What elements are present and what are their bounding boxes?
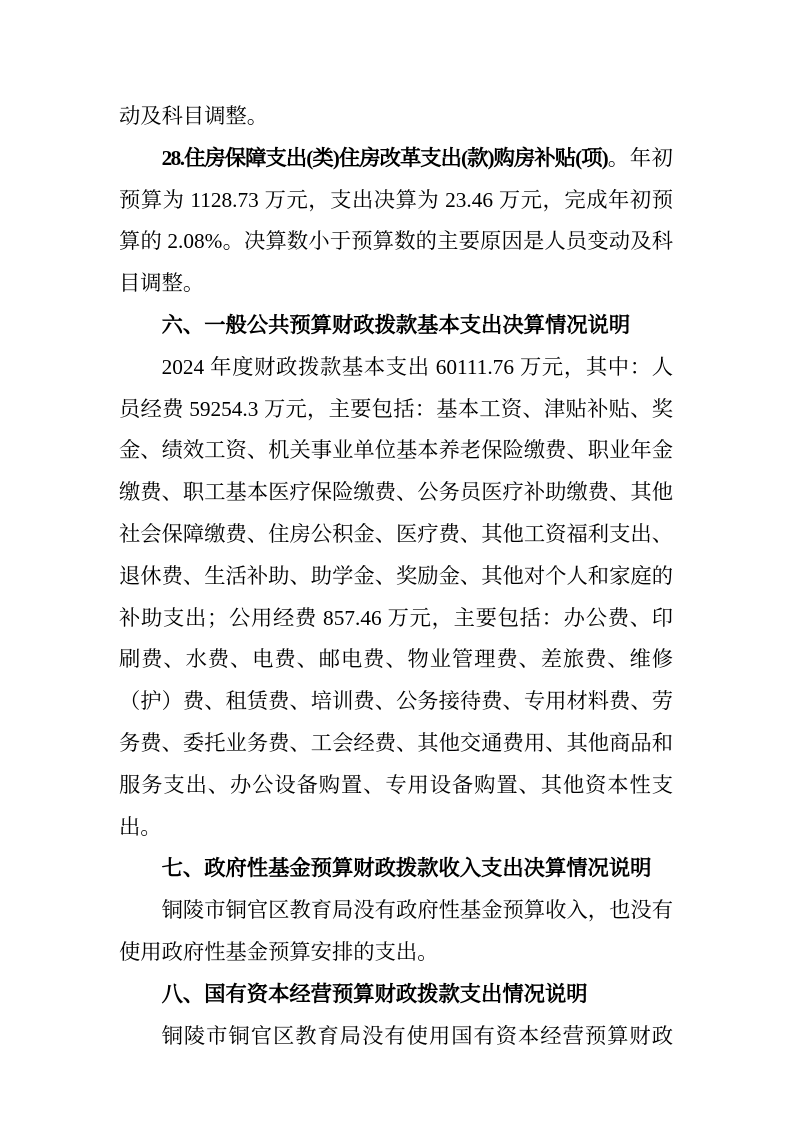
heading-section-6: 六、一般公共预算财政拨款基本支出决算情况说明 xyxy=(161,312,631,337)
paragraph-section-8-body: 铜陵市铜官区教育局没有使用国有资本经营预算财政 xyxy=(161,1023,673,1048)
heading-section-7: 七、政府性基金预算财政拨款收入支出决算情况说明 xyxy=(161,856,652,881)
heading-section-8: 八、国有资本经营预算财政拨款支出情况说明 xyxy=(161,981,588,1006)
item-28-body-text: 。年初预算为 1128.73 万元，支出决算为 23.46 万元，完成年初预算的 2.08%。决算数小于预算数的主要原因是人员变动及科目调整。 xyxy=(119,145,673,296)
item-28-bold-lead: 28.住房保障支出(类)住房改革支出(款)购房补贴(项) xyxy=(161,145,608,170)
paragraph-item-28 xyxy=(119,138,673,305)
paragraph-section-6-body: 2024 年度财政拨款基本支出 60111.76 万元，其中：人员经费 59254.3 万元，主要包括：基本工资、津贴补贴、奖金、绩效工资、机关事业单位基本养老保险缴费、职业年金缴费、职工基本医疗保险缴费、公务员医疗补助缴费、其他社会保障缴费、住房公积金、医疗费、其他工资福利支出、退休费、生活补助、助学金、奖励金、其他对个人和家庭的补助支出；公用经费 857.46 万元，主要包括：办公费、印刷费、水费、电费、邮电费、物业管理费、差旅费、维修（护）费、租赁费、培训费、公务接待费、专用材料费、劳务费、委托业务费、工会经费、其他交通费用、其他商品和服务支出、办公设备购置、专用设备购置、其他资本性支出。 xyxy=(119,354,673,839)
paragraph-section-7-body: 铜陵市铜官区教育局没有政府性基金预算收入，也没有使用政府性基金预算安排的支出。 xyxy=(119,898,673,964)
document-content xyxy=(119,96,673,1057)
paragraph-tail-item-27: 动及科目调整。 xyxy=(119,104,269,128)
